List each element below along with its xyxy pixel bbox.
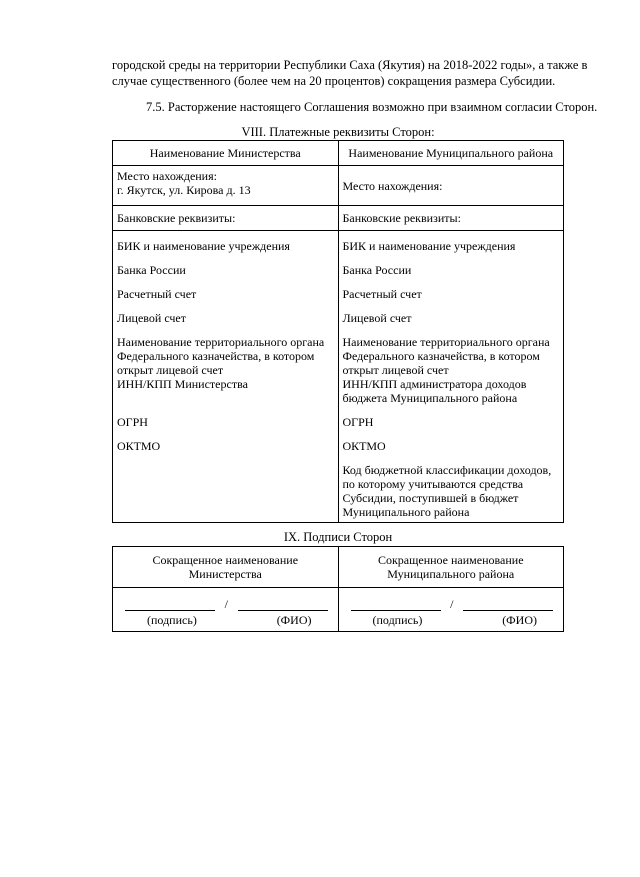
intro-line-2: случае существенного (более чем на 20 процентов) сокращения размера Субсидии. bbox=[112, 74, 556, 88]
personal-account-label: Лицевой счет bbox=[117, 311, 187, 325]
signature-caption: (подпись) bbox=[147, 613, 197, 627]
col-header-municipal: Наименование Муниципального района bbox=[338, 141, 564, 166]
account-label: Расчетный счет bbox=[342, 287, 422, 301]
short-name-label: Сокращенное наименование bbox=[152, 553, 299, 567]
treasury-organ-label: Федерального казначейства, в котором bbox=[342, 349, 540, 363]
cell-location-municipal bbox=[338, 166, 564, 206]
kbk-label: Муниципального района bbox=[342, 505, 470, 519]
personal-account-label: Лицевой счет bbox=[342, 311, 412, 325]
inn-kpp-label: ИНН/КПП Министерства bbox=[117, 377, 248, 391]
bank-label: Банка России bbox=[117, 263, 186, 277]
treasury-organ-label: открыт лицевой счет bbox=[342, 363, 449, 377]
sig-header-municipal bbox=[338, 547, 564, 588]
clause-7-5: 7.5. Расторжение настоящего Соглашения возможно при взаимном согласии Сторон. bbox=[146, 100, 598, 114]
ogrn-label: ОГРН bbox=[342, 415, 374, 429]
bik-label: БИК и наименование учреждения bbox=[342, 239, 516, 253]
cell-location-ministry bbox=[113, 166, 339, 206]
payment-details-table bbox=[112, 140, 564, 523]
signatures-table bbox=[112, 546, 564, 632]
section-8-title: VIII. Платежные реквизиты Сторон: bbox=[241, 125, 435, 139]
treasury-organ-label: Наименование территориального органа bbox=[342, 335, 550, 349]
sig-cell-ministry bbox=[113, 588, 339, 632]
signature-line bbox=[351, 596, 441, 611]
kbk-label: Субсидии, поступившей в бюджет bbox=[342, 491, 519, 505]
account-label: Расчетный счет bbox=[117, 287, 197, 301]
location-label: Место нахождения: bbox=[342, 178, 443, 193]
sig-cell-municipal bbox=[338, 588, 564, 632]
kbk-label: Код бюджетной классификации доходов, bbox=[342, 463, 552, 477]
short-name-label: Сокращенное наименование bbox=[377, 553, 524, 567]
treasury-organ-label: Федерального казначейства, в котором bbox=[117, 349, 315, 363]
signature-line bbox=[125, 596, 215, 611]
location-label: Место нахождения: bbox=[117, 169, 217, 183]
fio-line bbox=[238, 596, 328, 611]
location-address: г. Якутск, ул. Кирова д. 13 bbox=[117, 183, 251, 197]
signature-caption: (подпись) bbox=[372, 613, 423, 627]
treasury-organ-label: открыт лицевой счет bbox=[117, 363, 224, 377]
col-header-ministry: Наименование Министерства bbox=[113, 141, 339, 166]
slash: / bbox=[450, 597, 454, 611]
cell-details-municipal bbox=[338, 231, 564, 523]
ministry-label: Министерства bbox=[188, 567, 262, 581]
inn-kpp-label: бюджета Муниципального района bbox=[342, 391, 518, 405]
oktmo-label: ОКТМО bbox=[342, 439, 386, 453]
kbk-label: по которому учитываются средства bbox=[342, 477, 524, 491]
sig-header-ministry bbox=[113, 547, 339, 588]
fio-caption: (ФИО) bbox=[502, 613, 537, 627]
fio-line bbox=[463, 596, 553, 611]
intro-line-1: городской среды на территории Республики Саха (Якутия) на 2018-2022 годы», а также в bbox=[112, 58, 588, 72]
ogrn-label: ОГРН bbox=[117, 415, 148, 429]
cell-bank-municipal: Банковские реквизиты: bbox=[338, 206, 564, 231]
cell-bank-ministry: Банковские реквизиты: bbox=[113, 206, 339, 231]
inn-kpp-label: ИНН/КПП администратора доходов bbox=[342, 377, 527, 391]
treasury-organ-label: Наименование территориального органа bbox=[117, 335, 325, 349]
fio-caption: (ФИО) bbox=[276, 613, 312, 627]
cell-details-ministry bbox=[113, 231, 339, 523]
oktmo-label: ОКТМО bbox=[117, 439, 161, 453]
bank-label: Банка России bbox=[342, 263, 412, 277]
municipal-label: Муниципального района bbox=[387, 567, 515, 581]
section-9-title: IX. Подписи Сторон bbox=[283, 530, 393, 544]
slash: / bbox=[224, 597, 228, 611]
bik-label: БИК и наименование учреждения bbox=[117, 239, 290, 253]
